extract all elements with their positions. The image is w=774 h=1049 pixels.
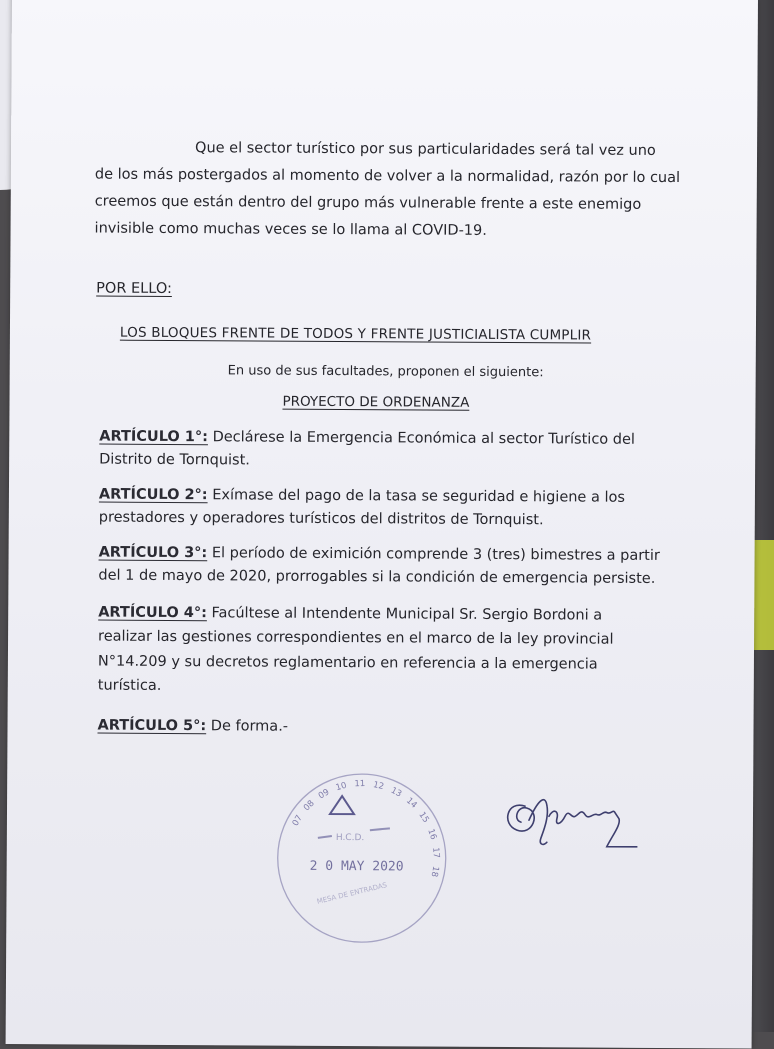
article-2-title: ARTÍCULO 2°: (98, 486, 208, 504)
article-3-line-1 (99, 545, 660, 564)
stamp-ring-number: 13 (388, 785, 404, 800)
article-5-text: De forma.- (206, 718, 289, 735)
triangle-icon (330, 796, 354, 814)
article-3-text: El período de eximición comprende 3 (tres) bimestres a partir (207, 545, 660, 564)
intro-line-4: invisible como muchas veces se lo llama al COVID-19. (94, 220, 487, 239)
stamp-reg-label: H.C.D. (335, 832, 365, 844)
stamp-ring-number: 12 (372, 780, 385, 793)
article-4-title: ARTÍCULO 4°: (98, 604, 207, 622)
bloques-heading: LOS BLOQUES FRENTE DE TODOS Y FRENTE JUSTICIALISTA CUMPLIR (119, 324, 592, 344)
background-yellow-object (752, 540, 774, 650)
article-1-line-1 (99, 429, 635, 448)
article-4-line-3: N°14.209 y su decretos reglamentario en referencia a la emergencia (97, 653, 598, 673)
article-3-title: ARTÍCULO 3°: (98, 544, 208, 562)
stamp-ring-number: 18 (428, 865, 441, 878)
article-1-title: ARTÍCULO 1°: (99, 428, 209, 446)
stamp-ring-number: 14 (404, 795, 419, 811)
por-ello-heading: POR ELLO: (96, 280, 172, 297)
facultades-line: En uso de sus facultades, proponen el siguiente: (227, 363, 544, 381)
intro-line-1: Que el sector turístico por sus particularidades será tal vez uno (195, 140, 656, 159)
intro-line-3: creemos que están dentro del grupo más vulnerable frente a este enemigo (94, 193, 642, 213)
stamp-ring-number: 08 (301, 798, 317, 814)
article-5-title: ARTÍCULO 5°: (97, 717, 207, 735)
stamp-bottom-label: MESA DE ENTRADAS (316, 881, 388, 906)
article-4-line-4: turística. (97, 677, 162, 694)
article-2-line-1 (99, 487, 625, 506)
article-2-line-2: prestadores y operadores turísticos del distritos de Tornquist. (98, 509, 544, 529)
article-1-text: Declárese la Emergencia Económica al sector Turístico del (207, 429, 636, 448)
stamp-ring-number: 09 (316, 787, 332, 802)
stamp-ring-number: 17 (430, 846, 441, 859)
article-4-line-2: realizar las gestiones correspondientes en el marco de la ley provincial (98, 628, 614, 648)
article-5-line-1 (97, 718, 288, 735)
article-2-text: Exímase del pago de la tasa se seguridad e higiene a los (207, 487, 625, 506)
stamp-ring-number: 11 (354, 779, 366, 790)
stamp-ring-number: 15 (416, 810, 431, 825)
handwritten-signature (497, 772, 658, 873)
proyecto-heading: PROYECTO DE ORDENANZA (282, 393, 470, 411)
stamp-ring-number: 07 (290, 813, 305, 828)
stamp-ring-number: 10 (334, 780, 348, 794)
article-3-line-2: del 1 de mayo de 2020, prorrogables si la condición de emergencia persiste. (98, 567, 656, 587)
intro-line-2: de los más postergados al momento de volver a la normalidad, razón por lo cual (94, 166, 681, 187)
article-4-text: Facúltese al Intendente Municipal Sr. Sergio Bordoni a (206, 605, 603, 624)
document-page (6, 0, 758, 1049)
article-4-line-1 (98, 605, 602, 624)
article-1-line-2: Distrito de Tornquist. (99, 451, 250, 469)
stamp-date: 2 0 MAY 2020 (309, 858, 404, 875)
stamp-ring-number: 16 (425, 827, 439, 842)
reception-stamp (271, 766, 452, 947)
